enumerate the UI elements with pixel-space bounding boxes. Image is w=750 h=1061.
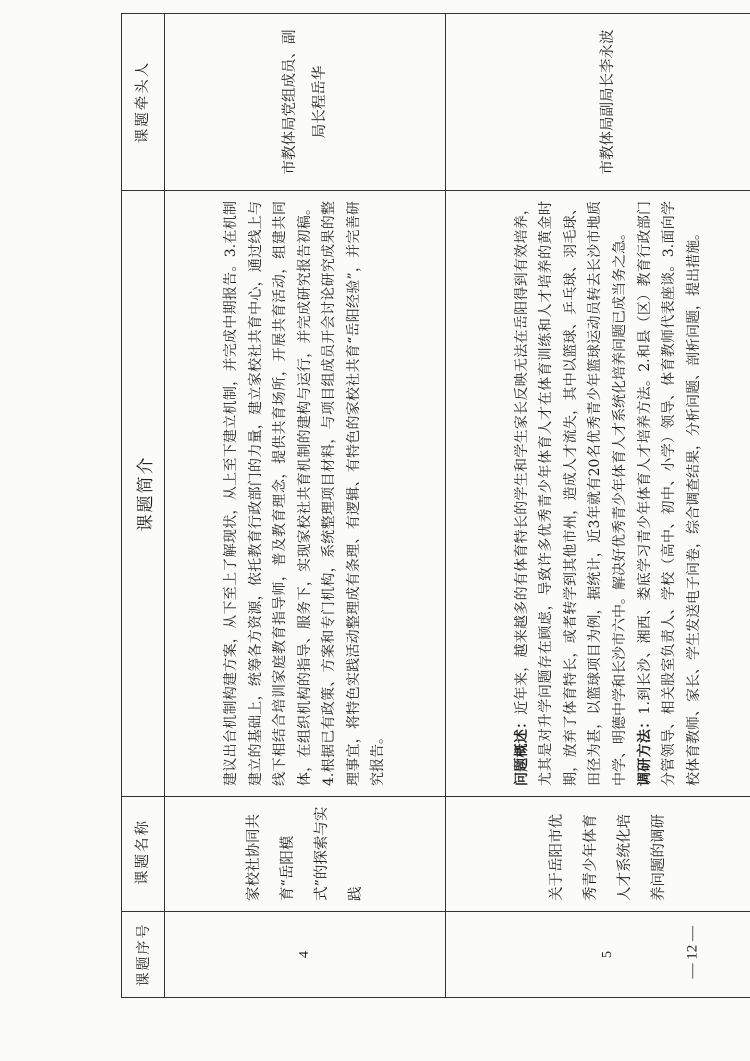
- intro-text: 近年来，越来越多的有体育特长的学生和学生家长反映无法在岳阳得到有效培养，尤其是对升学问题存在顾虑，导致许多优秀青少年体育人才在体育训练和人才培养的黄金时期，放弃了体育特长，或者转学到其他市州，造成人才流失，其中以篮球、乒乓球、羽毛球、田径为甚，以篮球项目为例，据统计，近3年就有20名优秀青少年篮球运动员转去长沙市地质中学、明德中学和长沙市六中。解决好优秀青少年体育人才系统化培养问题已成当务之急。: [513, 201, 628, 786]
- topic-lead: 市教体局副局长李永波: [446, 14, 750, 191]
- intro-label: 调研方法：: [636, 714, 653, 786]
- topic-number: 4: [165, 912, 446, 998]
- topic-number: 5: [446, 912, 750, 998]
- header-topic-lead: 课题牵头人: [122, 14, 165, 191]
- rotated-table-page: [121, 29, 749, 998]
- topic-lead: 市教体局党组成员、副局长程岳华: [165, 14, 446, 191]
- intro-label: 问题概述：: [513, 714, 530, 786]
- topic-intro: [165, 191, 446, 797]
- header-topic-intro: 课题简介: [122, 191, 165, 797]
- topic-name: 关于岳阳市优秀青少年体育人才系统化培养问题的调研: [446, 797, 750, 912]
- intro-text: 1.到长沙、湘西、娄底学习青少年体育人才培养方法。2.和县（区）教育行政部门分管领导、相关股室负责人、学校（高中、初中、小学）领导、体育教师代表座谈。3.面向学校体育教师、家长、学生发送电子问卷，综合调查结果，分析问题、剖析问题，提出措施。: [636, 200, 702, 786]
- table-row: [446, 14, 750, 998]
- topic-intro: [446, 191, 750, 797]
- header-topic-number: 课题序号: [122, 912, 165, 998]
- topic-table: [121, 13, 750, 998]
- intro-paragraph: [633, 201, 707, 786]
- page-number: — 12 —: [684, 926, 701, 979]
- intro-text: 建议出台机制构建方案，从下至上了解现状，从上至下建立机制，并完成中期报告。3.在机制建立的基础上，统筹各方资源，依托教育行政部门的力量，建立家校社共育中心，通过线上与线下相结合培训家庭教育指导师，普及教育理念，提供共育场所，开展共育活动，组建共同体，在组织机构的指导、服务下，实现家校社共育机制的建构与运行，并完成研究报告初稿。4.根据已有政策、方案和专门机构，系统整理项目材料，与项目组成员开会讨论研究成果的整理事宜，将特色实践活动整理成有条理、有逻辑、有特色的家校社共育“岳阳经验”，并完善研究报告。: [222, 201, 387, 786]
- topic-name: 家校社协同共育“岳阳模式”的探索与实践: [165, 797, 446, 912]
- table-header-row: [122, 14, 165, 998]
- intro-paragraph: [219, 201, 391, 786]
- table-row: [165, 14, 446, 998]
- intro-paragraph: [510, 201, 633, 786]
- header-topic-name: 课题名称: [122, 797, 165, 912]
